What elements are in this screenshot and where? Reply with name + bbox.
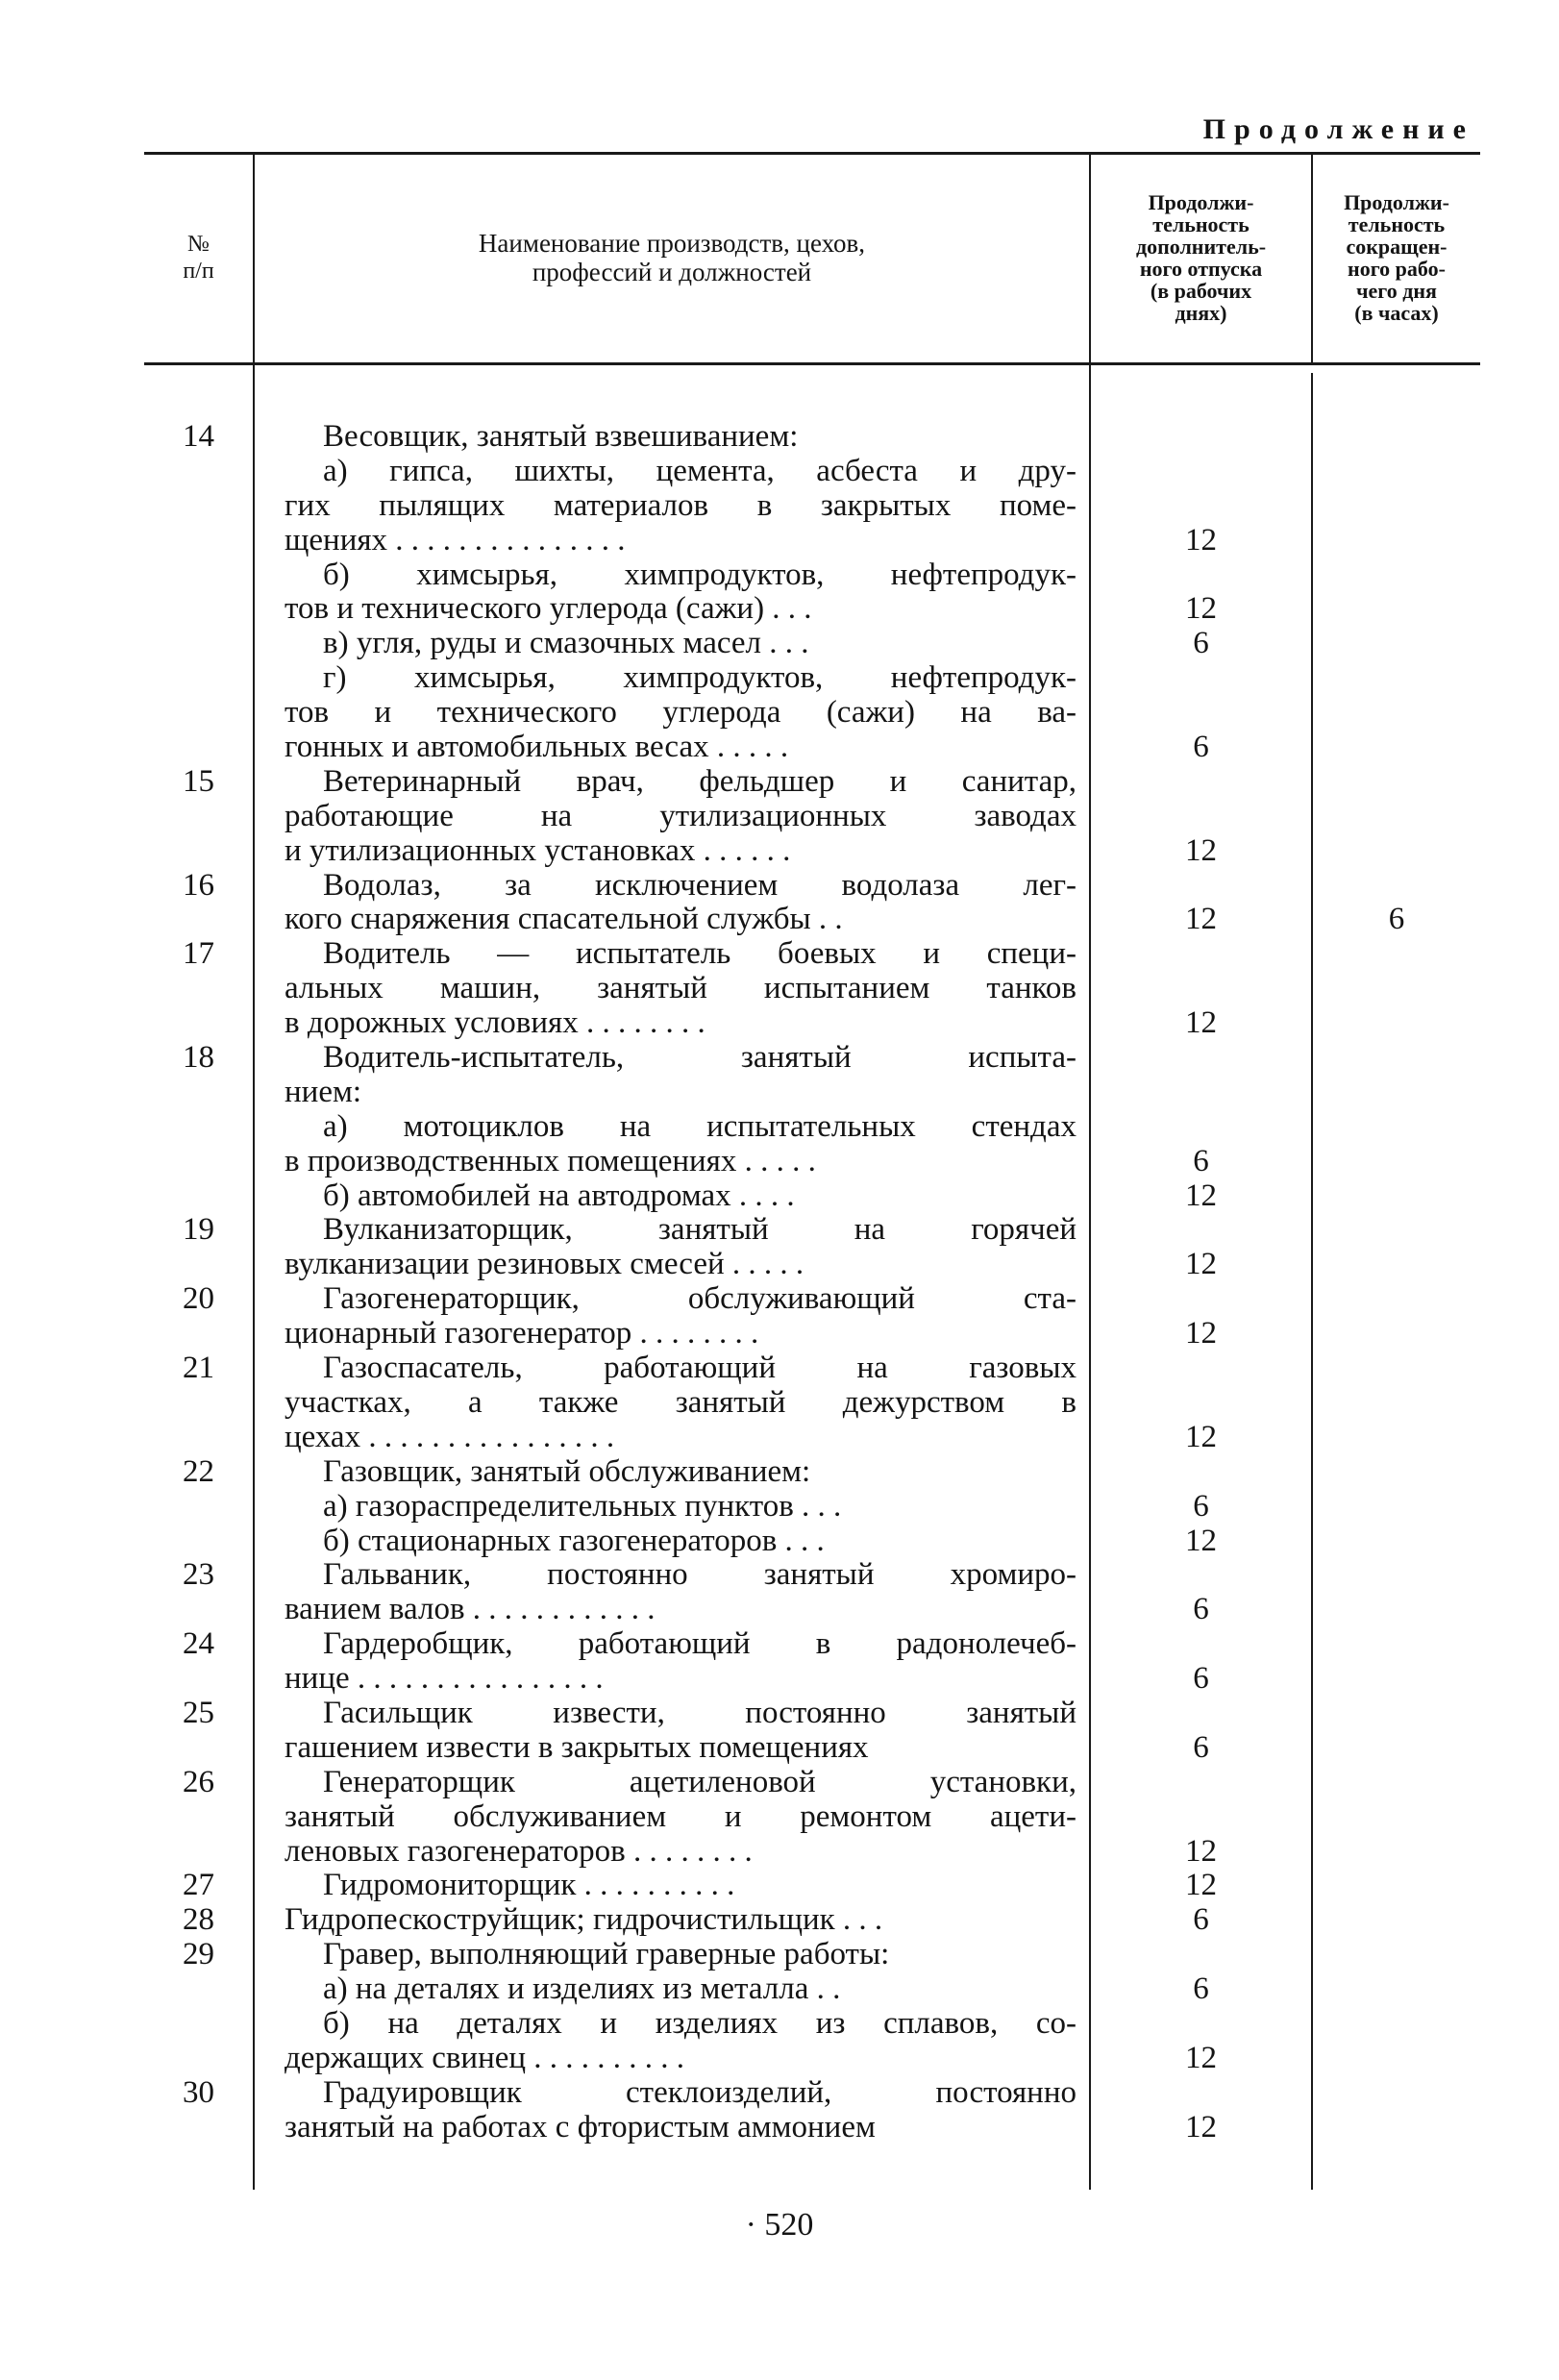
row-vacation-days: 6 [1193, 730, 1209, 765]
row-vacation-days: 12 [1185, 591, 1217, 627]
row-text: Водолаз, за исключением водолаза лег- [323, 867, 1076, 903]
row-vacation-days: 6 [1193, 1488, 1209, 1524]
table-row [0, 1800, 1559, 1835]
table-row [0, 455, 1559, 489]
row-text: Гравер, выполняющий граверные работы: [323, 1937, 890, 1972]
row-text: Ветеринарный врач, фельдшер и санитар, [323, 763, 1076, 799]
row-vacation-days: 12 [1185, 902, 1217, 937]
table-row [0, 2042, 1559, 2076]
row-text: держащих свинец . . . . . . . . . . [285, 2040, 685, 2075]
row-workday-hours: 6 [1388, 902, 1405, 937]
table-row [0, 1662, 1559, 1697]
row-text: б) автомобилей на автодромах . . . . [323, 1178, 795, 1213]
table-row [0, 1213, 1559, 1248]
table-row [0, 972, 1559, 1006]
table-row [0, 1179, 1559, 1214]
table-row [0, 903, 1559, 937]
row-number: 17 [183, 936, 214, 972]
table-header-rule [144, 362, 1480, 365]
row-text: а) газораспределительных пунктов . . . [323, 1488, 842, 1524]
row-vacation-days: 12 [1185, 1419, 1217, 1454]
row-text: б) стационарных газогенераторов . . . [323, 1523, 825, 1558]
row-text: б) химсырья, химпродуктов, нефтепродук- [323, 557, 1076, 592]
table-row [0, 1938, 1559, 1972]
row-text: работающие на утилизационных заводах [285, 798, 1076, 833]
table-top-rule [144, 152, 1480, 155]
row-text: в производственных помещениях . . . . . [285, 1143, 816, 1178]
table-row [0, 2076, 1559, 2111]
row-vacation-days: 12 [1185, 1523, 1217, 1558]
table-row [0, 800, 1559, 834]
table-row [0, 1110, 1559, 1145]
row-vacation-days: 12 [1185, 832, 1217, 868]
row-vacation-days: 6 [1193, 626, 1209, 661]
row-text: вулканизации резиновых смесей . . . . . [285, 1247, 804, 1282]
row-number: 26 [183, 1764, 214, 1799]
row-text: а) гипса, шихты, цемента, асбеста и дру- [323, 453, 1076, 488]
row-text: Газогенераторщик, обслуживающий ста- [323, 1281, 1076, 1317]
row-number: 18 [183, 1040, 214, 1076]
row-text: тов и технического углерода (сажи) . . . [285, 591, 812, 627]
row-text: Градуировщик стеклоизделий, постоянно [323, 2074, 1076, 2110]
row-text: Гасильщик извести, постоянно занятый [323, 1695, 1076, 1730]
table-row [0, 1145, 1559, 1179]
row-text: тов и технического углерода (сажи) на ва- [285, 695, 1076, 731]
table-row [0, 1697, 1559, 1731]
row-number: 20 [183, 1281, 214, 1317]
row-text: кого снаряжения спасательной службы . . [285, 902, 843, 937]
table-row [0, 2007, 1559, 2042]
row-text: нице . . . . . . . . . . . . . . . . [285, 1661, 604, 1697]
table-row [0, 1731, 1559, 1766]
row-text: Газовщик, занятый обслуживанием: [323, 1453, 811, 1489]
table-row [0, 1421, 1559, 1455]
table-row [0, 627, 1559, 661]
row-text: леновых газогенераторов . . . . . . . . [285, 1833, 753, 1869]
row-text: альных машин, занятый испытанием танков [285, 971, 1076, 1006]
table-row [0, 937, 1559, 972]
row-text: участках, а также занятый дежурством в [285, 1384, 1076, 1420]
table-row [0, 420, 1559, 455]
row-text: щениях . . . . . . . . . . . . . . . [285, 522, 626, 558]
row-text: ционарный газогенератор . . . . . . . . [285, 1316, 759, 1351]
row-vacation-days: 12 [1185, 1247, 1217, 1282]
table-row [0, 1351, 1559, 1386]
table-row [0, 1972, 1559, 2007]
row-vacation-days: 12 [1185, 2040, 1217, 2075]
row-text: Генераторщик ацетиленовой установки, [323, 1764, 1076, 1799]
row-vacation-days: 6 [1193, 1971, 1209, 2007]
table-row [0, 558, 1559, 593]
row-text: гих пылящих материалов в закрытых поме- [285, 487, 1076, 523]
row-text: Вулканизаторщик, занятый на горячей [323, 1212, 1076, 1248]
row-number: 25 [183, 1695, 214, 1730]
row-text: занятый на работах с фтористым аммонием [285, 2109, 876, 2144]
row-number: 16 [183, 867, 214, 903]
table-row [0, 1627, 1559, 1662]
table-row [0, 1386, 1559, 1421]
row-text: ванием валов . . . . . . . . . . . . [285, 1592, 656, 1627]
row-text: г) химсырья, химпродуктов, нефтепродук- [323, 660, 1076, 696]
header-name: Наименование производств, цехов, профессий и должностей [478, 229, 866, 286]
table-row [0, 1835, 1559, 1870]
table-row [0, 1593, 1559, 1627]
table-row [0, 1041, 1559, 1076]
row-vacation-days: 6 [1193, 1143, 1209, 1178]
row-text: Гардеробщик, работающий в радонолечеб- [323, 1626, 1076, 1662]
row-vacation-days: 12 [1185, 1005, 1217, 1041]
row-vacation-days: 12 [1185, 1833, 1217, 1869]
row-text: Водитель-испытатель, занятый испыта- [323, 1040, 1076, 1076]
row-number: 24 [183, 1626, 214, 1662]
row-number: 30 [183, 2074, 214, 2110]
table-row [0, 834, 1559, 869]
table-row [0, 1490, 1559, 1525]
table-row [0, 1558, 1559, 1593]
row-text: а) на деталях и изделиях из металла . . [323, 1971, 841, 2007]
row-text: в дорожных условиях . . . . . . . . [285, 1005, 705, 1041]
table-row [0, 731, 1559, 765]
table-row [0, 1903, 1559, 1938]
row-text: а) мотоциклов на испытательных стендах [323, 1108, 1076, 1144]
table-row [0, 1076, 1559, 1110]
header-number: № п/п [183, 232, 214, 284]
row-text: в) угля, руды и смазочных масел . . . [323, 626, 809, 661]
table-row [0, 1869, 1559, 1903]
header-vacation: Продолжи- тельность дополнитель- ного отпуска (в рабочих днях) [1135, 190, 1267, 325]
row-text: Весовщик, занятый взвешиванием: [323, 419, 799, 454]
table-row [0, 696, 1559, 731]
row-number: 27 [183, 1868, 214, 1903]
row-vacation-days: 6 [1193, 1661, 1209, 1697]
table-row [0, 489, 1559, 524]
table-row [0, 1525, 1559, 1559]
table-row [0, 661, 1559, 696]
table-row [0, 2111, 1559, 2145]
table-row [0, 1766, 1559, 1800]
row-vacation-days: 12 [1185, 1316, 1217, 1351]
table-body [0, 420, 1559, 2145]
row-text: Гидропескоструйщик; гидрочистильщик . . . [285, 1902, 883, 1938]
table-row [0, 765, 1559, 800]
row-text: занятый обслуживанием и ремонтом ацети- [285, 1798, 1076, 1834]
row-vacation-days: 12 [1185, 1178, 1217, 1213]
page-number: · 520 [745, 2207, 814, 2243]
table-row [0, 524, 1559, 558]
row-text: Водитель — испытатель боевых и специ- [323, 936, 1076, 972]
table-row [0, 869, 1559, 904]
row-vacation-days: 6 [1193, 1592, 1209, 1627]
row-text: цехах . . . . . . . . . . . . . . . . [285, 1419, 615, 1454]
row-number: 21 [183, 1351, 214, 1386]
row-text: и утилизационных установках . . . . . . [285, 832, 791, 868]
row-text: б) на деталях и изделиях из сплавов, со- [323, 2005, 1076, 2041]
row-text: гашением извести в закрытых помещениях [285, 1729, 869, 1765]
table-row [0, 1455, 1559, 1490]
table-row [0, 592, 1559, 627]
row-text: Гидромониторщик . . . . . . . . . . [323, 1868, 735, 1903]
row-number: 23 [183, 1557, 214, 1593]
row-text: Гальваник, постоянно занятый хромиро- [323, 1557, 1076, 1593]
header-workday: Продолжи- тельность сокращен- ного рабо- чего дня (в часах) [1344, 190, 1449, 325]
row-text: нием: [285, 1074, 362, 1109]
row-vacation-days: 12 [1185, 2109, 1217, 2144]
row-number: 22 [183, 1453, 214, 1489]
continuation-label: Продолжение [1202, 113, 1474, 145]
row-vacation-days: 12 [1185, 522, 1217, 558]
row-number: 19 [183, 1212, 214, 1248]
row-number: 28 [183, 1902, 214, 1938]
table-row [0, 1248, 1559, 1282]
table-row [0, 1006, 1559, 1041]
row-vacation-days: 6 [1193, 1729, 1209, 1765]
row-text: Газоспасатель, работающий на газовых [323, 1351, 1076, 1386]
row-number: 15 [183, 763, 214, 799]
row-text: гонных и автомобильных весах . . . . . [285, 730, 789, 765]
row-number: 29 [183, 1937, 214, 1972]
row-number: 14 [183, 419, 214, 454]
table-row [0, 1282, 1559, 1317]
table-row [0, 1317, 1559, 1351]
row-vacation-days: 6 [1193, 1902, 1209, 1938]
row-vacation-days: 12 [1185, 1868, 1217, 1903]
